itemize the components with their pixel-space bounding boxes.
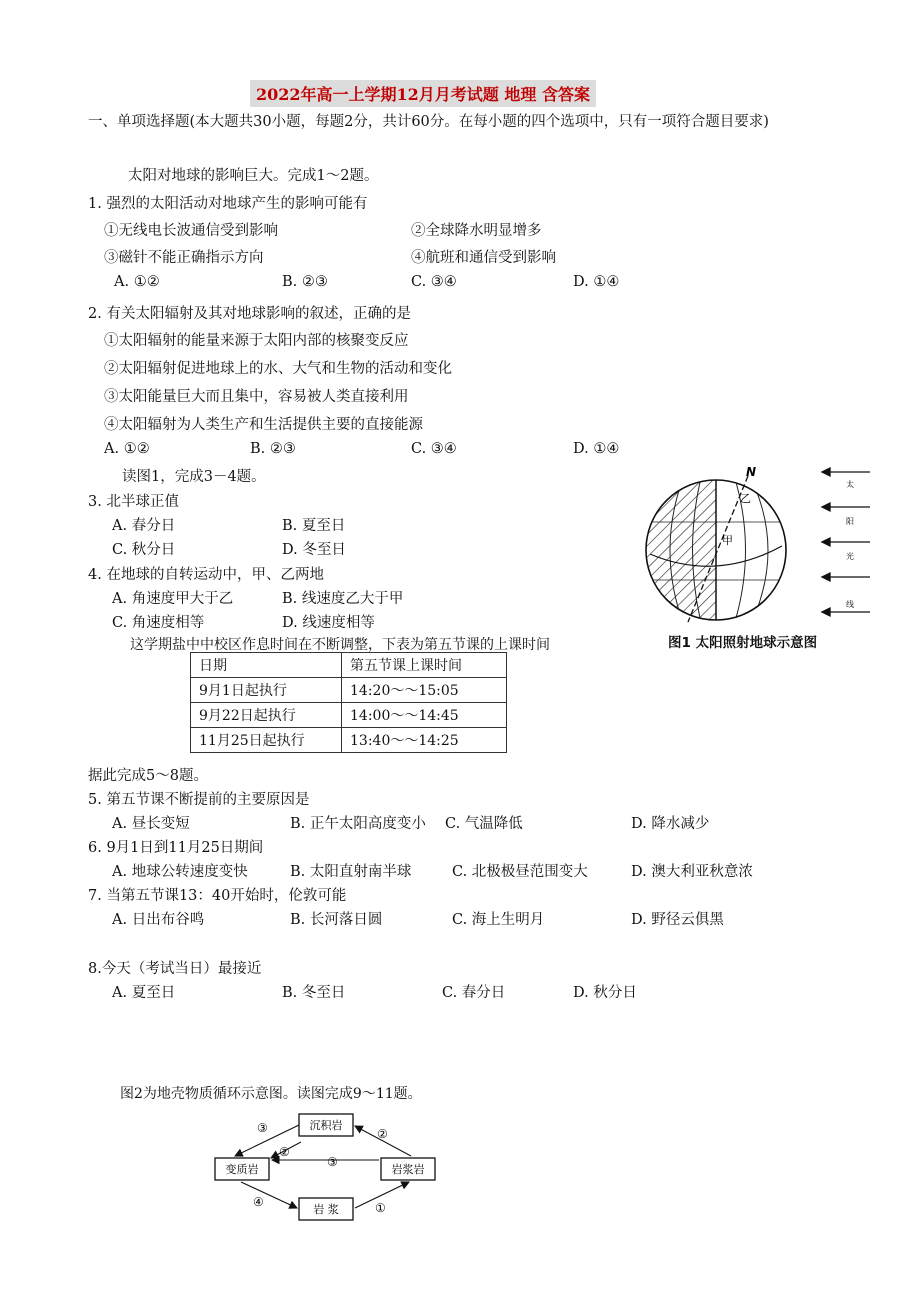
q2-item-4: ④太阳辐射为人类生产和生活提供主要的直接能源	[104, 417, 423, 433]
q5-option-b[interactable]: B. 正午太阳高度变小	[290, 816, 426, 832]
ray-label-1: 太	[846, 480, 854, 489]
q3-option-a[interactable]: A. 春分日	[112, 518, 176, 534]
schedule-table	[190, 652, 507, 753]
q2-option-b[interactable]: B. ②③	[250, 441, 296, 457]
arrow-label-3-mid: ③	[327, 1155, 338, 1169]
arrow-label-2-right: ②	[377, 1127, 388, 1141]
q5-option-a[interactable]: A. 昼长变短	[112, 816, 190, 832]
q8-option-d[interactable]: D. 秋分日	[573, 985, 637, 1001]
q3-option-b[interactable]: B. 夏至日	[282, 518, 346, 534]
q6-stem: 6. 9月1日到11月25日期间	[88, 840, 264, 856]
q2-item-1: ①太阳辐射的能量来源于太阳内部的核聚变反应	[104, 333, 409, 349]
ray-label-2: 阳	[846, 517, 854, 526]
q2-option-c[interactable]: C. ③④	[411, 441, 457, 457]
q5-stem: 5. 第五节课不断提前的主要原因是	[88, 792, 310, 808]
ray-label-3: 光	[846, 552, 854, 561]
table-header-time: 第五节课上课时间	[342, 653, 507, 678]
q2-option-a[interactable]: A. ①②	[104, 441, 150, 457]
sun-rays	[822, 468, 870, 616]
figure1-caption: 图1 太阳照射地球示意图	[668, 635, 818, 651]
q8-stem: 8.今天（考试当日）最接近	[88, 961, 262, 977]
intro-schedule: 这学期盐中中校区作息时间在不断调整，下表为第五节课的上课时间	[130, 637, 550, 653]
q7-option-b[interactable]: B. 长河落日圆	[290, 912, 383, 928]
section-heading: 一、单项选择题(本大题共30小题，每题2分，共计60分。在每小题的四个选项中，只有一项符合题目要求)	[88, 114, 769, 130]
q4-stem: 4. 在地球的自转运动中，甲、乙两地	[88, 567, 324, 583]
q2-item-3: ③太阳能量巨大而且集中，容易被人类直接利用	[104, 389, 409, 405]
figure1-sun-earth-diagram	[640, 462, 880, 630]
q8-option-b[interactable]: B. 冬至日	[282, 985, 346, 1001]
arrow-label-4: ④	[253, 1195, 264, 1209]
q1-item-2: ②全球降水明显增多	[411, 223, 542, 239]
q1-item-3: ③磁针不能正确指示方向	[104, 250, 264, 266]
q4-option-d[interactable]: D. 线速度相等	[282, 615, 375, 631]
table-row	[191, 703, 507, 728]
yi-label: 乙	[740, 492, 751, 505]
q1-option-d[interactable]: D. ①④	[573, 274, 620, 290]
table-cell-time: 14:00～～14:45	[342, 703, 507, 728]
q3-option-c[interactable]: C. 秋分日	[112, 542, 176, 558]
arrow-label-3-top: ③	[257, 1121, 268, 1135]
q2-stem: 2. 有关太阳辐射及其对地球影响的叙述，正确的是	[88, 306, 411, 322]
jia-label: 甲	[722, 534, 733, 547]
q8-option-a[interactable]: A. 夏至日	[112, 985, 176, 1001]
q1-stem: 1. 强烈的太阳活动对地球产生的影响可能有	[88, 196, 368, 212]
q2-item-2: ②太阳辐射促进地球上的水、大气和生物的活动和变化	[104, 361, 452, 377]
north-label: N	[746, 465, 757, 479]
q7-option-a[interactable]: A. 日出布谷鸣	[112, 912, 205, 928]
q2-option-d[interactable]: D. ①④	[573, 441, 620, 457]
q6-option-b[interactable]: B. 太阳直射南半球	[290, 864, 412, 880]
q6-option-a[interactable]: A. 地球公转速度变快	[112, 864, 248, 880]
intro-q3-4: 读图1，完成3－4题。	[122, 469, 266, 485]
label-magma: 岩 浆	[313, 1203, 339, 1216]
table-row	[191, 678, 507, 703]
label-igneous: 岩浆岩	[391, 1163, 425, 1176]
arrow-label-1: ①	[375, 1201, 386, 1215]
q8-option-c[interactable]: C. 春分日	[442, 985, 506, 1001]
q1-item-4: ④航班和通信受到影响	[411, 250, 556, 266]
table-cell-time: 13:40～～14:25	[342, 728, 507, 753]
q1-option-a[interactable]: A. ①②	[114, 274, 160, 290]
q3-stem: 3. 北半球正值	[88, 494, 179, 510]
table-cell-date: 9月22日起执行	[191, 703, 342, 728]
q7-stem: 7. 当第五节课13：40开始时，伦敦可能	[88, 888, 347, 904]
ray-label-4: 线	[846, 600, 854, 609]
table-header-date: 日期	[191, 653, 342, 678]
q6-option-c[interactable]: C. 北极极昼范围变大	[452, 864, 588, 880]
q1-option-b[interactable]: B. ②③	[282, 274, 328, 290]
table-cell-date: 11月25日起执行	[191, 728, 342, 753]
arrow-label-2-mid: ②	[279, 1145, 290, 1159]
label-metamorphic: 变质岩	[225, 1163, 259, 1176]
table-header-row	[191, 653, 507, 678]
q7-option-c[interactable]: C. 海上生明月	[452, 912, 545, 928]
q4-option-c[interactable]: C. 角速度相等	[112, 615, 205, 631]
label-sedimentary: 沉积岩	[309, 1119, 343, 1132]
intro-q5-8: 据此完成5～8题。	[88, 768, 208, 784]
q1-option-c[interactable]: C. ③④	[411, 274, 457, 290]
intro-q9-11: 图2为地壳物质循环示意图。读图完成9～11题。	[120, 1086, 422, 1102]
q5-option-d[interactable]: D. 降水减少	[631, 816, 710, 832]
intro-q1-2: 太阳对地球的影响巨大。完成1～2题。	[128, 168, 379, 184]
q7-option-d[interactable]: D. 野径云俱黑	[631, 912, 724, 928]
table-row	[191, 728, 507, 753]
table-cell-time: 14:20～～15:05	[342, 678, 507, 703]
q3-option-d[interactable]: D. 冬至日	[282, 542, 346, 558]
exam-title: 2022年高一上学期12月月考试题 地理 含答案	[250, 80, 596, 107]
q6-option-d[interactable]: D. 澳大利亚秋意浓	[631, 864, 753, 880]
q1-item-1: ①无线电长波通信受到影响	[104, 223, 278, 239]
figure2-rock-cycle-diagram	[205, 1108, 445, 1228]
q4-option-b[interactable]: B. 线速度乙大于甲	[282, 591, 404, 607]
q5-option-c[interactable]: C. 气温降低	[445, 816, 523, 832]
table-cell-date: 9月1日起执行	[191, 678, 342, 703]
q4-option-a[interactable]: A. 角速度甲大于乙	[112, 591, 234, 607]
